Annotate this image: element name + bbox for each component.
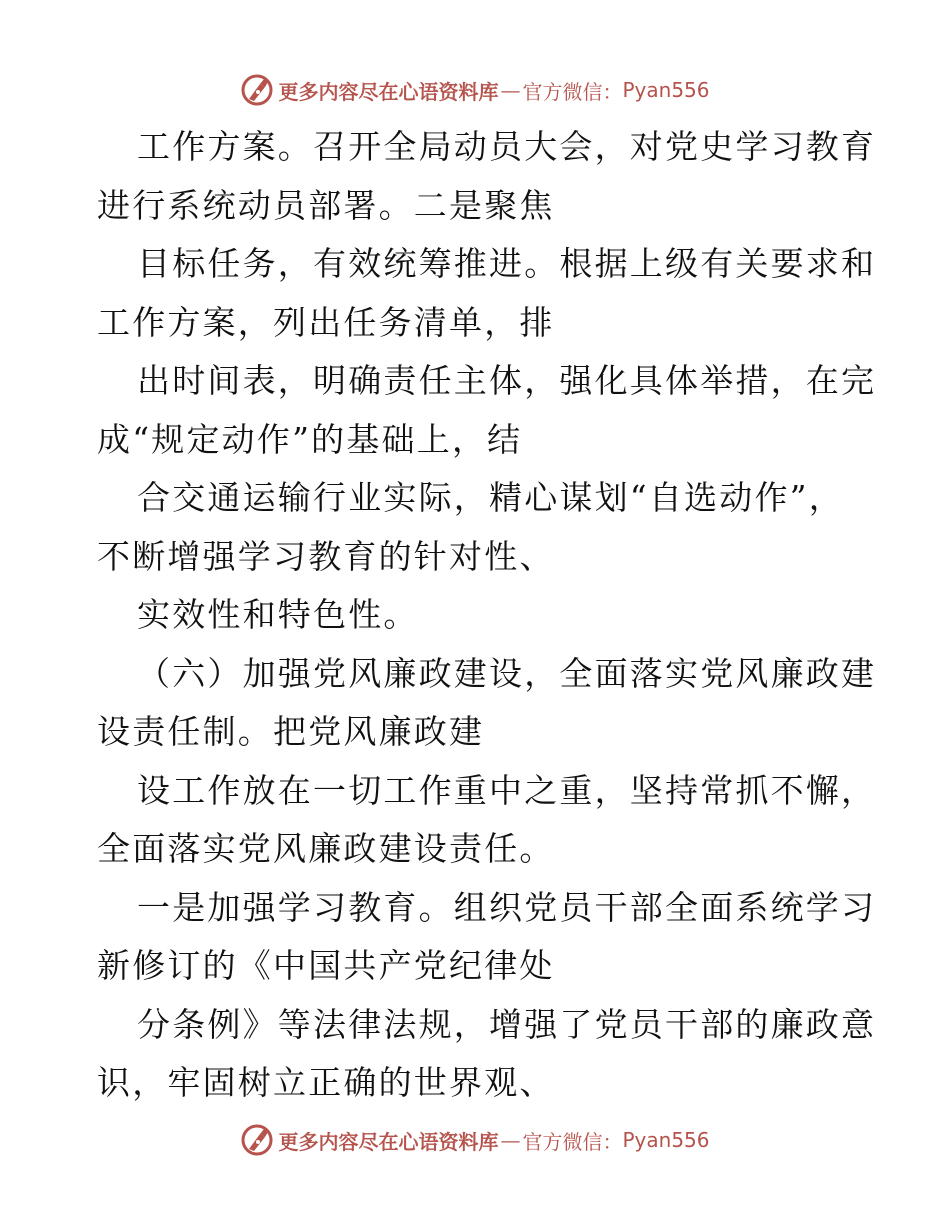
body-line: 工作方案，列出任务清单，排 [97, 302, 555, 342]
body-line: 识，牢固树立正确的世界观、 [97, 1063, 555, 1102]
footer-watermark [0, 1120, 950, 1160]
wechat-id: Pyan556 [622, 1128, 710, 1152]
body-line: 合交通运输行业实际，精心谋划“自选动作”， [137, 478, 844, 517]
body-line: 成“规定动作”的基础上，结 [97, 419, 523, 459]
official-label: 官方微信： [522, 79, 623, 104]
brand-text: 更多内容尽在心语资料库 [278, 79, 499, 104]
document-body [97, 118, 877, 1113]
body-line: 新修订的《中国共产党纪律处 [97, 946, 555, 985]
body-line: 实效性和特色性。 [137, 595, 419, 634]
body-line: 设责任制。把党风廉政建 [97, 712, 485, 751]
pen-nib-logo-icon [240, 73, 274, 107]
separator: — [500, 78, 521, 102]
body-line: 设工作放在一切工作重中之重，坚持常抓不懈， [137, 770, 877, 810]
body-line: 分条例》等法律法规，增强了党员干部的廉政意 [137, 1004, 877, 1044]
body-line: 工作方案。召开全局动员大会，对党史学习教育 [137, 127, 877, 166]
body-line: 不断增强学习教育的针对性、 [97, 536, 555, 576]
pen-nib-logo-icon [240, 1123, 274, 1157]
body-line: 目标任务，有效统筹推进。根据上级有关要求和 [137, 244, 877, 283]
brand-text: 更多内容尽在心语资料库 [278, 1129, 499, 1154]
header-watermark [0, 70, 950, 110]
body-line: 一是加强学习教育。组织党员干部全面系统学习 [137, 887, 877, 927]
separator: — [500, 1128, 521, 1152]
body-line: 全面落实党风廉政建设责任。 [97, 829, 555, 868]
official-label: 官方微信： [522, 1129, 623, 1154]
wechat-id: Pyan556 [622, 78, 710, 102]
body-line: 进行系统动员部署。二是聚焦 [97, 185, 555, 225]
body-line: （六）加强党风廉政建设，全面落实党风廉政建 [137, 653, 877, 693]
body-line: 出时间表，明确责任主体，强化具体举措，在完 [137, 361, 877, 400]
